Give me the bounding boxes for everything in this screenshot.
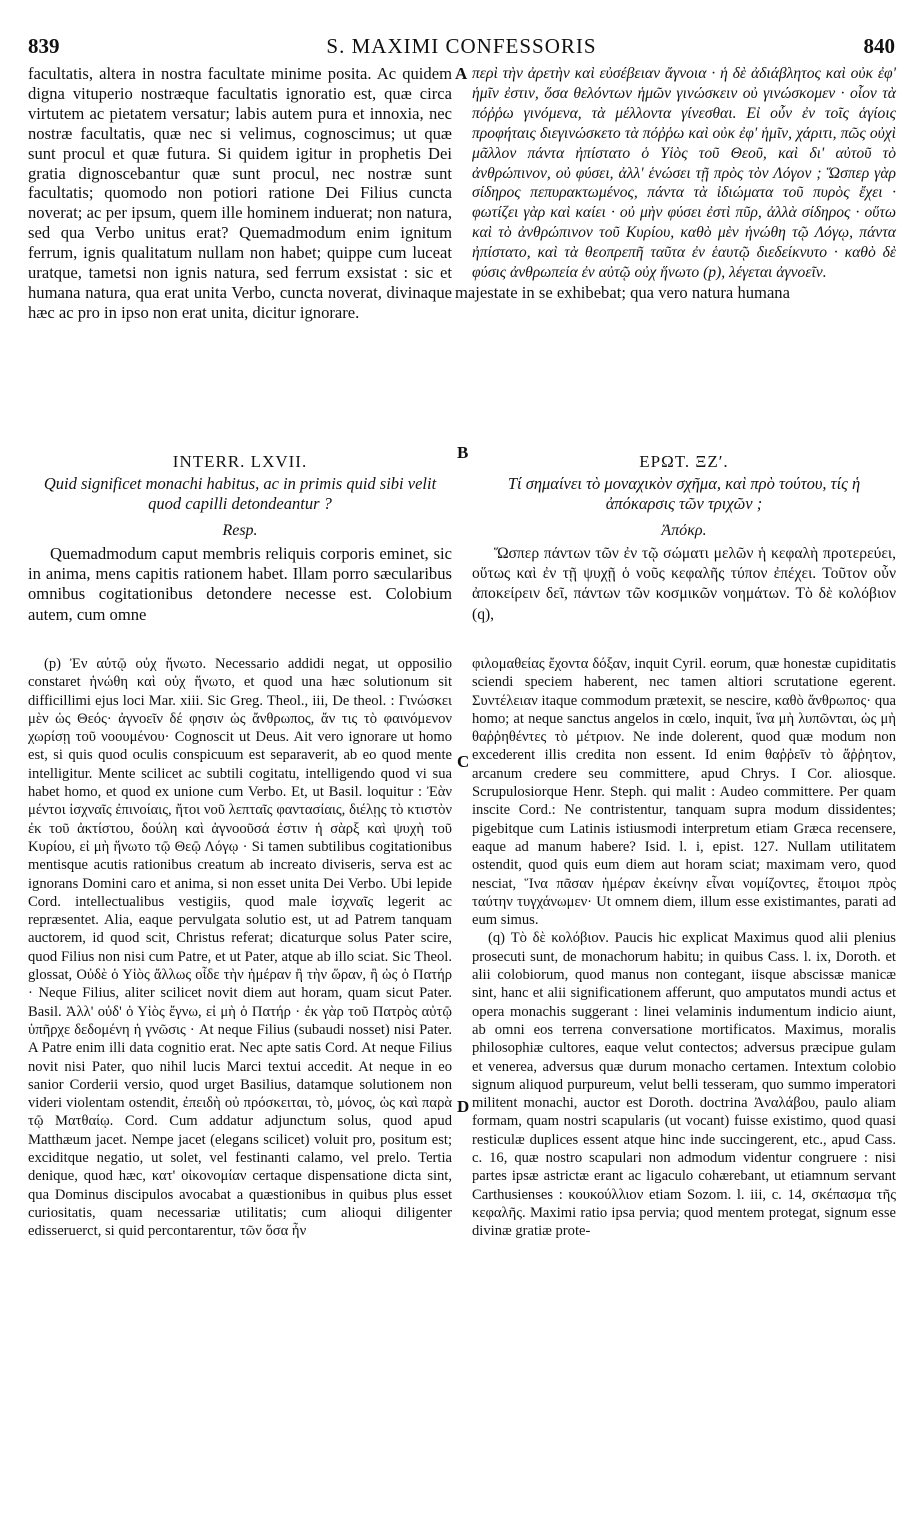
margin-marker-b: B bbox=[457, 443, 469, 462]
greek-gloss-line: majestate in se exhibebat; qua vero natura humana bbox=[455, 282, 790, 302]
notes-right-column bbox=[472, 655, 896, 1241]
greek-response-body: Ὥσπερ πάντων τῶν ἐν τῷ σώματι μελῶν ἡ κεφαλὴ προτερεύει, οὕτως καὶ ἐν τῇ ψυχῇ ὁ νοῦς κεφαλῆς τύπον ἐπέχει. Τοῦτον οὖν ἀποκείρειν δεῖ, πάντων τῶν κοσμικῶν νοημάτων. Τὸ δὲ κολόβιον (q), bbox=[472, 545, 896, 623]
notes-left-column bbox=[28, 655, 452, 1241]
footnote-p-continued: φιλομαθείας ἔχοντα δόξαν, inquit Cyril. eorum, quæ honestæ cupiditatis sciendi speciem haberent, nec tamen altiori scrutatione egerent. Συντέλειαν itaque commodum prætexit, se nescire, καθὸ ἄνθρωπος· qua homo; at neque sanctus angelos in cœlo, inquit, ἵνα μὴ λυπῶνται, ὡς μὴ θαῤῥηθέντες τὸ μέτριον. Ne inde dolerent, quod quæ modum non excederent illis credita non essent. Id enim θαῤῥεῖν τὸ ἄῤῥητον, arcanum credere seu committere, apud Chrys. I Cor. aliosque. Scrupulosiorque Henr. Steph. qui malit : Audeo committere. Per quam inscite Cord.: Ne contristentur, tanquam supra modum dissidentes; pigebitque cum Latinis istiusmodi interpretum etiam Græca recensere, eaque ad manum habere? Isid. l. i, epist. 127. Nullam utilitatem ostendit, quod quis eum diem aut horam sciat; maximam vero, quod nesciat, Ἵνα πᾶσαν ἡμέραν ἐκείνην εἶναι νομίζοντες, ἕτοιμοι πρὸς ταύτην τυγχάνωμεν· Ut omnem diem, illum esse existimantes, parati ad eum simus. bbox=[472, 656, 896, 929]
margin-marker-c: C bbox=[457, 752, 470, 771]
greek-response-label: Ἀπόκρ. bbox=[661, 522, 707, 539]
page-number-right: 840 bbox=[863, 34, 895, 58]
greek-question: Τί σημαίνει τὸ μοναχικὸν σχῆμα, καὶ πρὸ τούτου, τίς ἡ ἀπόκαρσις τῶν τριχῶν ; bbox=[507, 474, 861, 513]
latin-paragraph: facultatis, altera in nostra facultate minime posita. Ac quidem digna vituperio nostræque facultatis ignoratio est, quæ circa virtutem ac pietatem versatur; labis autem pura et innoxia, nec nostræ facultatis, quæ nec si velimus, cognoscimus; ut quæ sunt procul et quæ futura. Si quidem igitur in prophetis Dei gratia dignoscebantur quæ sunt procul, nec nostræ sunt facultatis; quomodo non potiori ratione Dei Filius cuncta noverat; ac per ipsum, quem ille hominem induerat; non natura, sed qua Verbo unitus erat? Quemadmodum enim ignitum ferrum, ignis qualitatum nullam non habet; quippe cum luceat uratque, tametsi non ignis natura, sed ferrum exsistat : sic et humana natura, qua erat unita Verbo, cuncta noverat, divinaque hæc ac pro in ipso non erat unita, dicitur ignorare. bbox=[28, 64, 452, 322]
latin-response-body: Quemadmodum caput membris reliquis corporis eminet, sic in anima, mens capitis rationem habet. Illam porro sæcularibus omnibus cogitationibus detondere necesse est. Colobium autem, cum omne bbox=[28, 544, 452, 624]
greek-paragraph: περὶ τὴν ἀρετὴν καὶ εὐσέβειαν ἄγνοια · ἡ δὲ ἀδιάβλητος καὶ οὐκ ἐφ' ἡμῖν ἐστιν, ὅσα θελόντων ἡμῶν γινώσκειν οὐ γινώσκομεν · οἷον τὰ πόῤῥω γινόμενα, τὰ μέλλοντα γίνεσθαι. Εἰ οὖν ἐν τοῖς ἁγίοις προφήταις διεγινώσκετο τὰ πόῤῥω καὶ οὐκ ἐφ' ἡμῖν, χάριτι, πῶς οὐχὶ μᾶλλον πάντα ἠπίστατο ὁ Υἱὸς τοῦ Θεοῦ, καὶ δι' αὐτοῦ τὸ ἀνθρώπινον, οὐ φύσει, ἀλλ' ἑνώσει τῇ πρὸς τὸν Λόγον ; Ὥσπερ γὰρ σίδηρος πεπυρακτωμένος, πάντα τὰ ἰδιώματα τοῦ πυρὸς ἔχει · φωτίζει γὰρ καὶ καίει · οὐ μὴν φύσει ἐστὶ πῦρ, ἀλλὰ σίδηρος · οὕτω καὶ τὸ ἀνθρώπινον τοῦ Κυρίου, καθὸ μὲν ἡνώθη τῷ Λόγῳ, πάντα ἠπίστατο, καὶ τὰ θεοπρεπῆ ταῦτα ἐν ἑαυτῷ διεδείκνυτο · καθὸ δὲ φύσις ἀνθρωπεία ἐν αὐτῷ οὐχ ἥνωτο (p), λέγεται ἀγνοεῖν. bbox=[472, 65, 896, 282]
latin-section bbox=[28, 452, 452, 625]
page-number-left: 839 bbox=[28, 34, 60, 58]
latin-column-top bbox=[28, 64, 452, 323]
footnote-q: (q) Τὸ δὲ κολόβιον. Paucis hic explicat Maximus quod alii plenius prosecuti sunt, de monachorum habitu; in quibus Cass. l. ix, Doroth. et alii colobiorum, quod manus non contegant, iisque abscissæ manicæ sint, hanc et alii significationem afferunt, quo amputatos mundi actus et opera monachis suggerant : linei velaminis indumentum indicio aiunt, ab omni eos terrena conversatione mortificatos. Maximus, moralis philosophiæ cultores, eaque velut contectos; adversus præcipue gulam et venerea, adversus quæ durum monacho certamen. Intextum colobio signum aliquod purpureum, velut belli tesseram, quo summo imperatori militent monachi, auctor est Doroth. doctrina Ἀναλάβου, paulo aliam formam, quam nostri scapularis (ut vocant) fuisse existimo, quod quasi resticulæ duplices essent atque hinc inde succingerent, etc., apud Cass. c. 16, quæ nostro scapulari non admodum videntur congruere : nisi partes ipsæ astrictæ erant ac ligaculo cohærebant, ut etiamnum servant Carthusienses : κουκούλλιον etiam Sozom. l. iii, c. 14, σκέπασμα τῆς κεφαλῆς. Maximi ratio ipsa pervia; quod mentem protegat, signum esse divinæ gratiæ prote- bbox=[472, 930, 896, 1240]
latin-question: Quid significet monachi habitus, ac in primis quid sibi velit quod capilli detondeantur ? bbox=[43, 474, 437, 513]
latin-response-label: Resp. bbox=[222, 522, 258, 539]
margin-marker-a: A bbox=[455, 64, 468, 83]
greek-section bbox=[472, 452, 896, 625]
running-title: S. MAXIMI CONFESSORIS bbox=[326, 34, 597, 58]
footnote-p: (p) Ἐν αὐτῷ οὐχ ἥνωτο. Necessario addidi negat, ut opposilio constaret ἡνώθη καὶ οὐχ ἥνωτο, et quod una hæc solutionum sit difficillimi ejus loci Mar. xiii. Sic Greg. Theol., iii, De theol. : Γινώσκει μὲν ὡς Θεός· ἀγνοεῖν δέ φησιν ὡς ἄνθρωπος, ἄν τις τὸ φαινόμενον χωρίσῃ τοῦ νοουμένου· Cognoscit ut Deus. Ait vero ignorare ut homo est, si quis quod oculis conspicuum est separaverit, ab eo quod mente intelligitur. Mente scilicet ac subtili cogitatu, intelligendo quod vi sua habet homo, et quod ex unione cum Verbo. Et, ut Basil. loquitur : Ἐὰν μέντοι ἰσχναῖς ἐπινοίαις, ἤτοι νοῦ λεπταῖς φαντασίαις, διέλῃς τὸ κτιστὸν ἐκ τοῦ ἀκτίστου, δούλη καὶ ἀγνοοῦσά ἐστιν ἡ σὰρξ καὶ ψυχὴ τοῦ Κυρίου, εἰ μὴ ἥνωτο τῷ Θεῷ Λόγῳ · Si tamen subtilibus cogitationibus mentisque acutis rationibus creatum ab increato diviseris, serva est ac ignorans Domini caro et anima, si non esset unita Dei Verbo. Ubi lepide Cord. intellectualibus vestigiis, quod male ἰσχναῖς legerit ac repræsentet. Alia, eaque pervulgata solutio est, ut ad Patrem tanquam auctorem, id quod scit, Christus referat; dicaturque solus Pater scire, quod Filius non nisi cum Patre, et ut Pater, atque ab illo sciat. Sic Theol. glossat, Οὐδὲ ὁ Υἱὸς ἄλλως οἶδε τὴν ἡμέραν ἢ τὴν ὥραν, ἢ ὡς ὁ Πατήρ · Neque Filius, aliter scilicet novit diem aut horam, quam sicut Pater. Basil. Ἀλλ' οὐδ' ὁ Υἱὸς ἔγνω, εἰ μὴ ὁ Πατήρ · ἐκ γὰρ τοῦ Πατρὸς αὐτῷ ὑπῆρχε δεδομένη ἡ γνῶσις · At neque Filius (subaudi nosset) nisi Pater. A Patre enim illi data cognitio erat. Nec apte satis Cord. At neque Filius novit nisi Pater, quo nihil lucis Marci textui accedit. At neque in eo sanior Corderii versio, quod urget Basilius, datamque solutionem non videri violentam ostendit, ἐπειδὴ οὐ πρόσκειται, τὸ, μόνος, ὡς καὶ παρὰ τῷ Ματθαίῳ. Cord. Cum addatur adjunctum solus, quod apud Matthæum jacet. Nempe jacet (elegans scilicet) voluit pro, positum est; exciditque negatio, ut solet, vel festinanti calamo, vel prelo. Tertia denique, quod hæc, κατ' οἰκονομίαν certaque dispensatione dicta sint, qua Dominus discipulos avocabat a quæstionibus in quibus plus esset curiositatis, quam necessariæ utilitatis; cum alioqui diligenter edisseruerct, si quid percontarentur, τῶν ὅσα ἦν bbox=[28, 656, 452, 1240]
greek-column-top bbox=[455, 64, 896, 303]
greek-section-heading: ΕΡΩΤ. ΞΖʹ. bbox=[639, 452, 729, 471]
latin-section-heading: INTERR. LXVII. bbox=[172, 452, 308, 471]
margin-marker-d: D bbox=[457, 1097, 470, 1116]
page-header bbox=[28, 34, 895, 60]
notes-separator bbox=[28, 643, 896, 644]
